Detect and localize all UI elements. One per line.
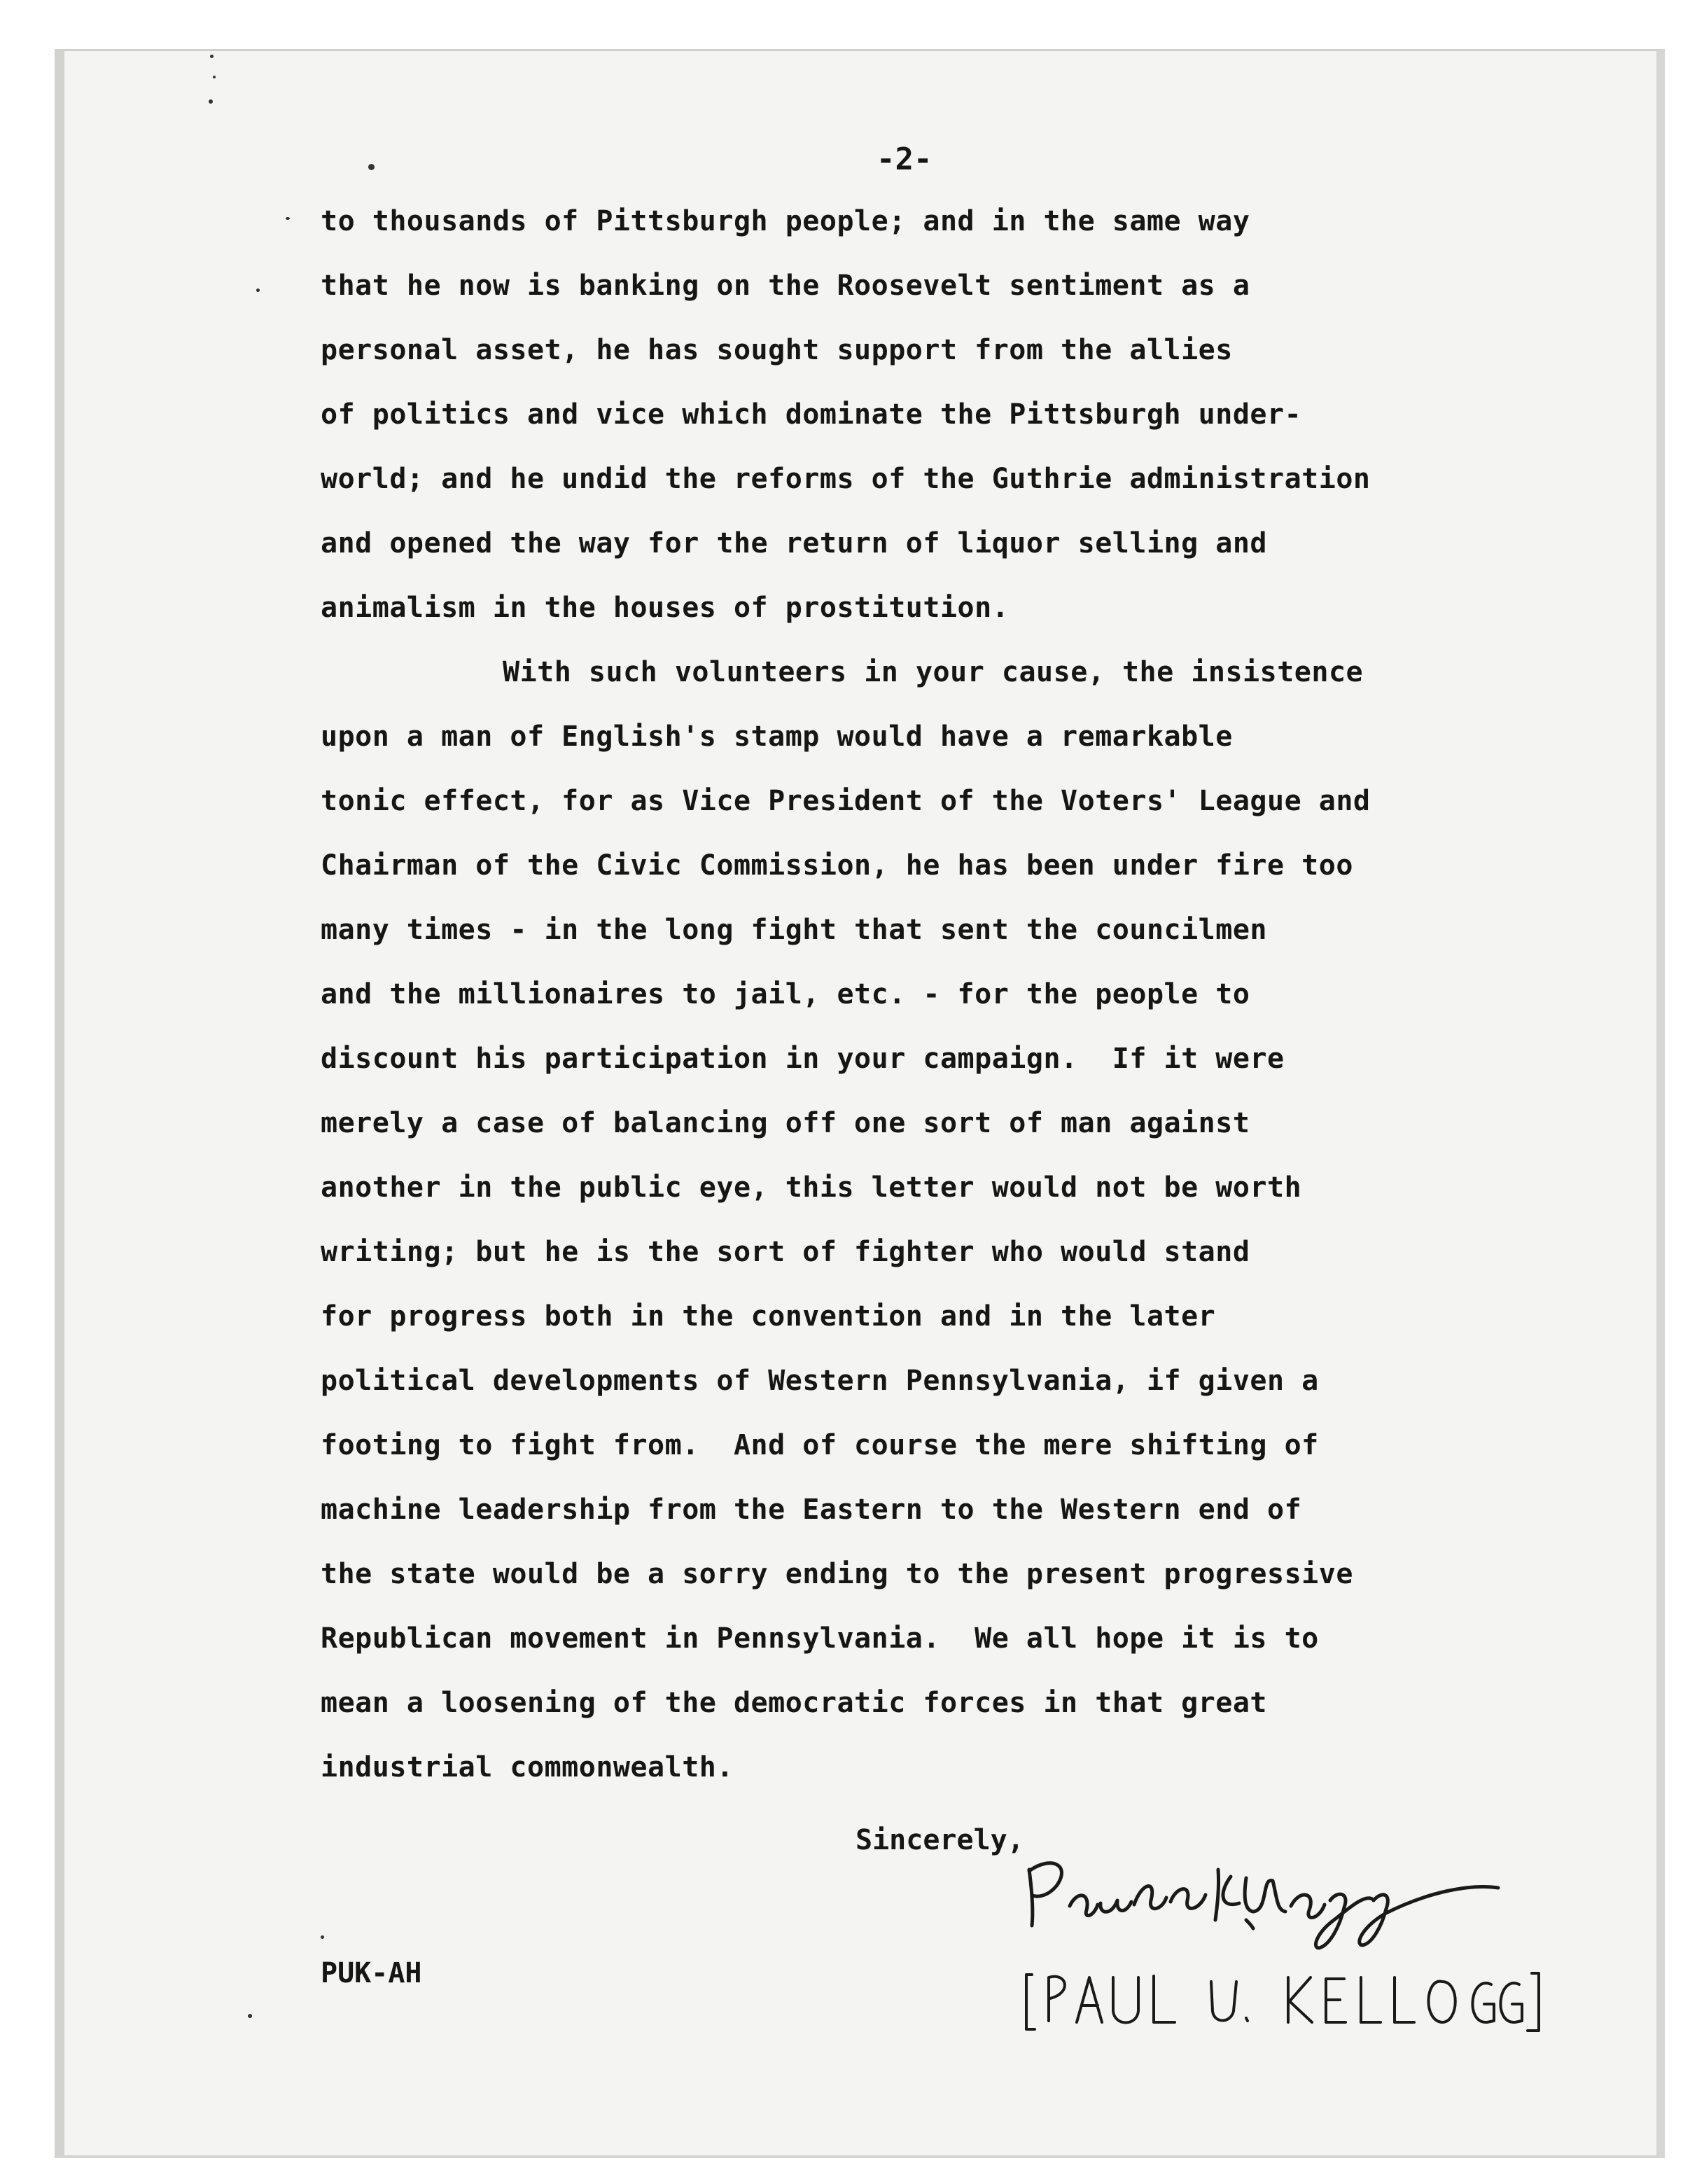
body-line: footing to fight from. And of course the mere shifting of (321, 1429, 1319, 1461)
body-line: political developments of Western Pennsylvania, if given a (321, 1365, 1319, 1397)
body-line: for progress both in the convention and in the later (321, 1300, 1216, 1333)
body-line: and the millionaires to jail, etc. - for the people to (321, 978, 1250, 1010)
typist-initials: PUK-AH (321, 1957, 422, 1989)
body-line: upon a man of English's stamp would have a remarkable (321, 721, 1233, 753)
signature (1008, 1828, 1596, 2052)
body-line: mean a loosening of the democratic forces in that great (321, 1687, 1268, 1719)
margin-speck (248, 2014, 252, 2018)
margin-speck (256, 288, 260, 292)
body-line: that he now is banking on the Roosevelt sentiment as a (321, 270, 1250, 302)
margin-speck (321, 1935, 324, 1939)
body-line: animalism in the houses of prostitution. (321, 592, 1010, 624)
body-line: to thousands of Pittsburgh people; and in the same way (321, 205, 1250, 237)
margin-speck (210, 55, 214, 58)
body-line: merely a case of balancing off one sort of man against (321, 1107, 1250, 1139)
body-line: With such volunteers in your cause, the insistence (503, 656, 1364, 688)
page-number: -2- (877, 141, 933, 177)
margin-speck (368, 164, 375, 170)
body-line: machine leadership from the Eastern to the Western end of (321, 1494, 1302, 1526)
body-line: of politics and vice which dominate the Pittsburgh under- (321, 398, 1302, 431)
body-line: world; and he undid the reforms of the Guthrie administration (321, 463, 1371, 495)
body-line: personal asset, he has sought support from the allies (321, 334, 1233, 366)
body-line: Chairman of the Civic Commission, he has been under fire too (321, 849, 1353, 882)
margin-speck (213, 76, 216, 78)
margin-speck (286, 217, 290, 220)
margin-speck (209, 99, 213, 104)
body-line: and opened the way for the return of liquor selling and (321, 527, 1268, 559)
body-line: discount his participation in your campaign. If it were (321, 1043, 1285, 1075)
body-line: many times - in the long fight that sent the councilmen (321, 914, 1268, 946)
closing: Sincerely, (856, 1824, 1024, 1856)
body-line: Republican movement in Pennsylvania. We all hope it is to (321, 1622, 1319, 1655)
body-line: writing; but he is the sort of fighter who would stand (321, 1236, 1250, 1268)
body-line: industrial commonwealth. (321, 1751, 734, 1783)
body-line: tonic effect, for as Vice President of the Voters' League and (321, 785, 1371, 817)
body-line: the state would be a sorry ending to the present progressive (321, 1558, 1353, 1590)
body-line: another in the public eye, this letter would not be worth (321, 1171, 1302, 1204)
